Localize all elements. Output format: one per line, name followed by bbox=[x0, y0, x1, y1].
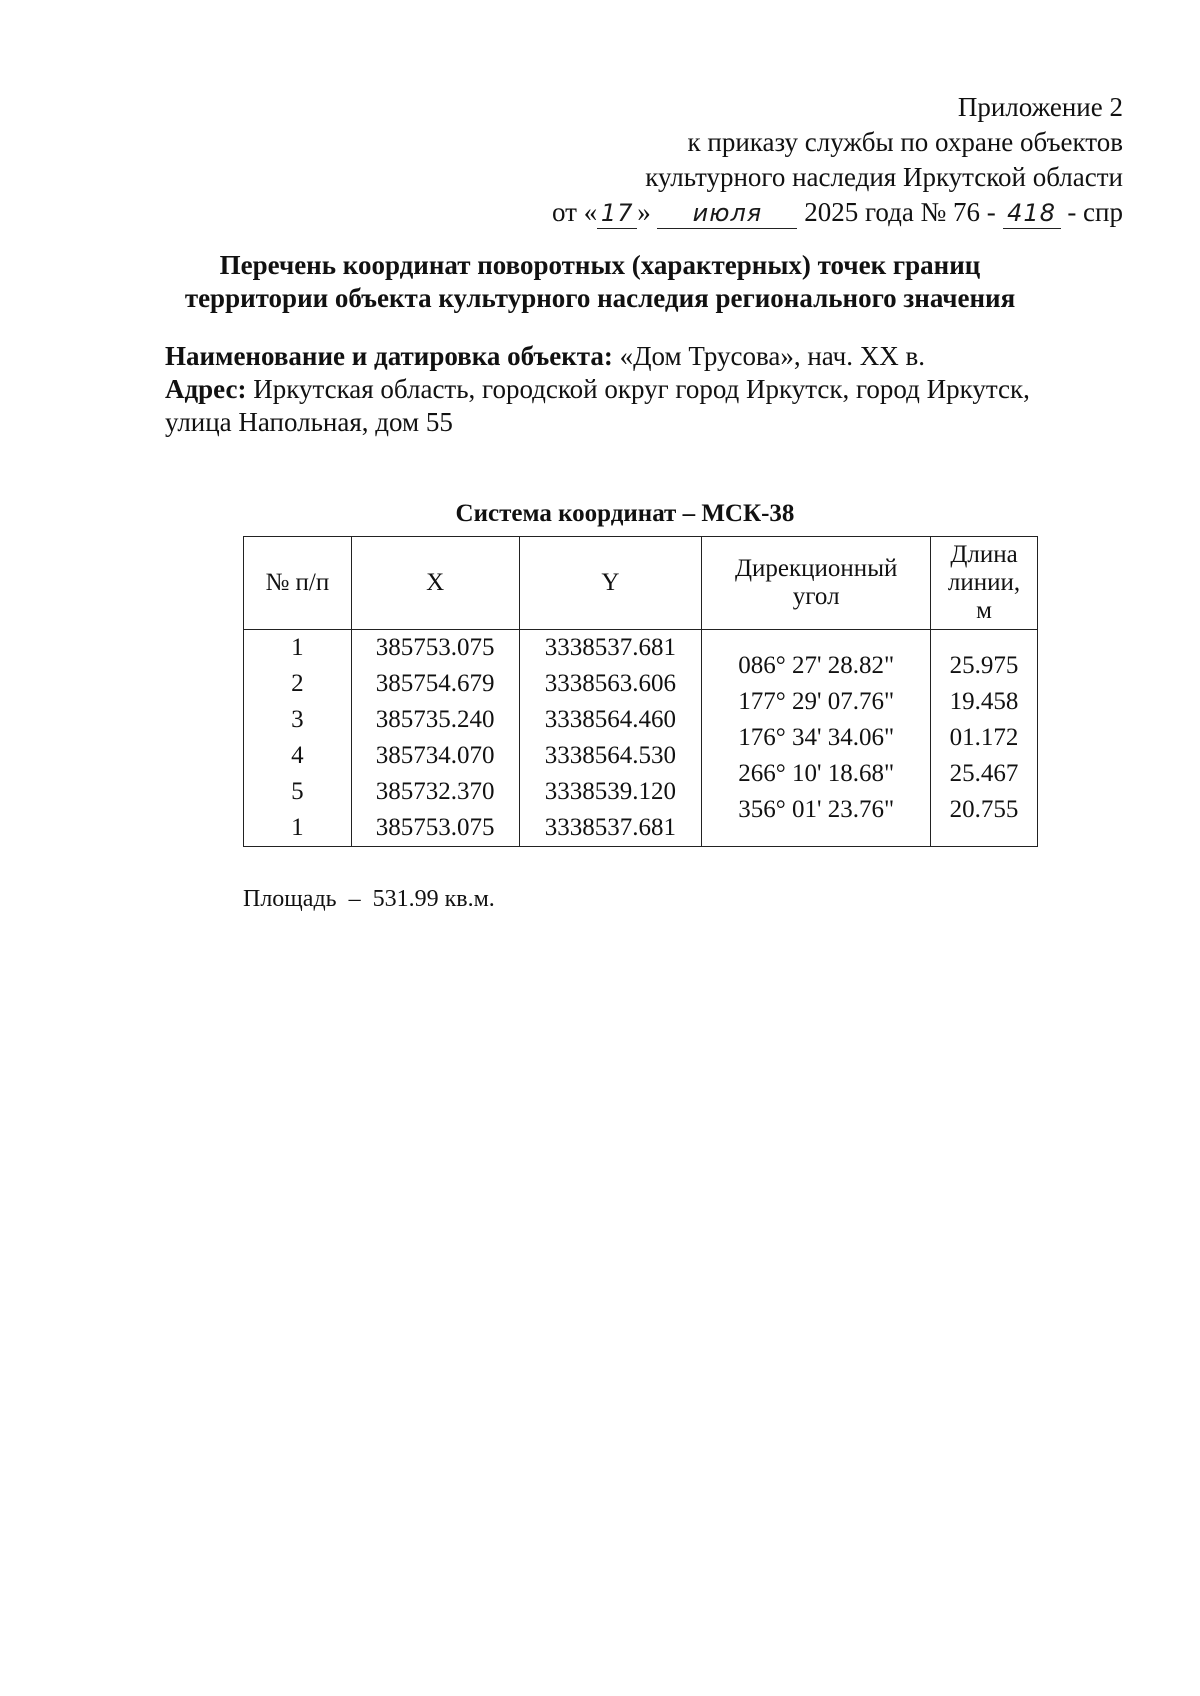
object-name-label: Наименование и датировка объекта: bbox=[165, 341, 613, 371]
object-name-row bbox=[165, 340, 1123, 373]
object-address-row bbox=[165, 373, 1123, 406]
appendix-authority: культурного наследия Иркутской области bbox=[645, 162, 1123, 192]
column-num bbox=[244, 630, 352, 847]
area-dash: – bbox=[348, 886, 361, 912]
point-x: 385753.075 bbox=[375, 814, 495, 841]
header-x: X bbox=[351, 537, 519, 630]
header-angle-line-1: Дирекционный bbox=[735, 555, 898, 582]
segment-angle: 176° 34' 34.06" bbox=[738, 724, 895, 751]
point-y: 3338539.120 bbox=[544, 778, 677, 805]
segment-length: 19.458 bbox=[949, 688, 1019, 715]
order-suffix: - спр bbox=[1067, 197, 1123, 227]
date-prefix: от « bbox=[552, 197, 598, 227]
point-num: 4 bbox=[291, 742, 304, 769]
header-y: Y bbox=[519, 537, 702, 630]
point-num: 3 bbox=[291, 706, 304, 733]
point-num: 5 bbox=[291, 778, 304, 805]
title-line-2: территории объекта культурного наследия регионального значения bbox=[184, 283, 1016, 313]
point-x: 385735.240 bbox=[375, 706, 495, 733]
header-num: № п/п bbox=[244, 537, 352, 630]
angle-list bbox=[702, 630, 930, 828]
segment-length: 01.172 bbox=[949, 724, 1019, 751]
area-value: 531.99 кв.м. bbox=[372, 886, 495, 912]
coordinates-table bbox=[243, 536, 1038, 847]
segment-length: 25.467 bbox=[949, 760, 1019, 787]
document-title bbox=[0, 249, 1200, 315]
table-body-row bbox=[244, 630, 1038, 847]
column-x bbox=[351, 630, 519, 847]
table-header-row bbox=[244, 537, 1038, 630]
header-angle-line-2: угол bbox=[792, 583, 840, 610]
point-num: 2 bbox=[291, 670, 304, 697]
coordinate-system-caption: Система координат – МСК-38 bbox=[455, 500, 795, 527]
header-length bbox=[931, 537, 1038, 630]
appendix-date-line bbox=[323, 195, 1123, 230]
point-x: 385753.075 bbox=[375, 634, 495, 661]
column-angle bbox=[702, 630, 931, 847]
point-y: 3338537.681 bbox=[544, 814, 677, 841]
header-length-line-2: линии, bbox=[947, 569, 1021, 596]
column-y bbox=[519, 630, 702, 847]
area-line bbox=[243, 886, 495, 913]
point-x: 385734.070 bbox=[375, 742, 495, 769]
area-label: Площадь bbox=[243, 886, 337, 912]
point-y: 3338563.606 bbox=[544, 670, 677, 697]
object-name-value: «Дом Трусова», нач. XX в. bbox=[619, 341, 925, 371]
object-info bbox=[165, 340, 1123, 439]
date-year-text: 2025 года № 76 - bbox=[804, 197, 996, 227]
point-num: 1 bbox=[291, 814, 304, 841]
appendix-order-ref: к приказу службы по охране объектов bbox=[687, 127, 1123, 157]
segment-angle: 266° 10' 18.68" bbox=[738, 760, 895, 787]
date-day-handwritten: 17 bbox=[597, 198, 637, 229]
object-address-row-2: улица Напольная, дом 55 bbox=[165, 407, 453, 437]
point-y: 3338564.460 bbox=[544, 706, 677, 733]
point-x: 385732.370 bbox=[375, 778, 495, 805]
point-y: 3338564.530 bbox=[544, 742, 677, 769]
header-angle bbox=[702, 537, 931, 630]
header-length-line-1: Длина bbox=[950, 541, 1018, 568]
point-y: 3338537.681 bbox=[544, 634, 677, 661]
header-length-line-3: м bbox=[976, 597, 992, 624]
segment-angle: 177° 29' 07.76" bbox=[738, 688, 895, 715]
title-line-1: Перечень координат поворотных (характерных) точек границ bbox=[219, 250, 981, 280]
object-address-label: Адрес: bbox=[165, 374, 247, 404]
column-length bbox=[931, 630, 1038, 847]
date-mid: » bbox=[637, 197, 651, 227]
point-num: 1 bbox=[291, 634, 304, 661]
segment-length: 25.975 bbox=[949, 652, 1019, 679]
length-list bbox=[931, 630, 1037, 828]
segment-angle: 086° 27' 28.82" bbox=[738, 652, 895, 679]
segment-angle: 356° 01' 23.76" bbox=[738, 796, 895, 823]
segment-length: 20.755 bbox=[949, 796, 1019, 823]
point-x: 385754.679 bbox=[375, 670, 495, 697]
order-number-handwritten: 418 bbox=[1003, 198, 1061, 229]
appendix-header bbox=[323, 90, 1123, 230]
object-address-value-1: Иркутская область, городской округ город Иркутск, город Иркутск, bbox=[253, 374, 1030, 404]
appendix-title: Приложение 2 bbox=[957, 92, 1123, 122]
date-month-handwritten: июля bbox=[657, 198, 797, 229]
